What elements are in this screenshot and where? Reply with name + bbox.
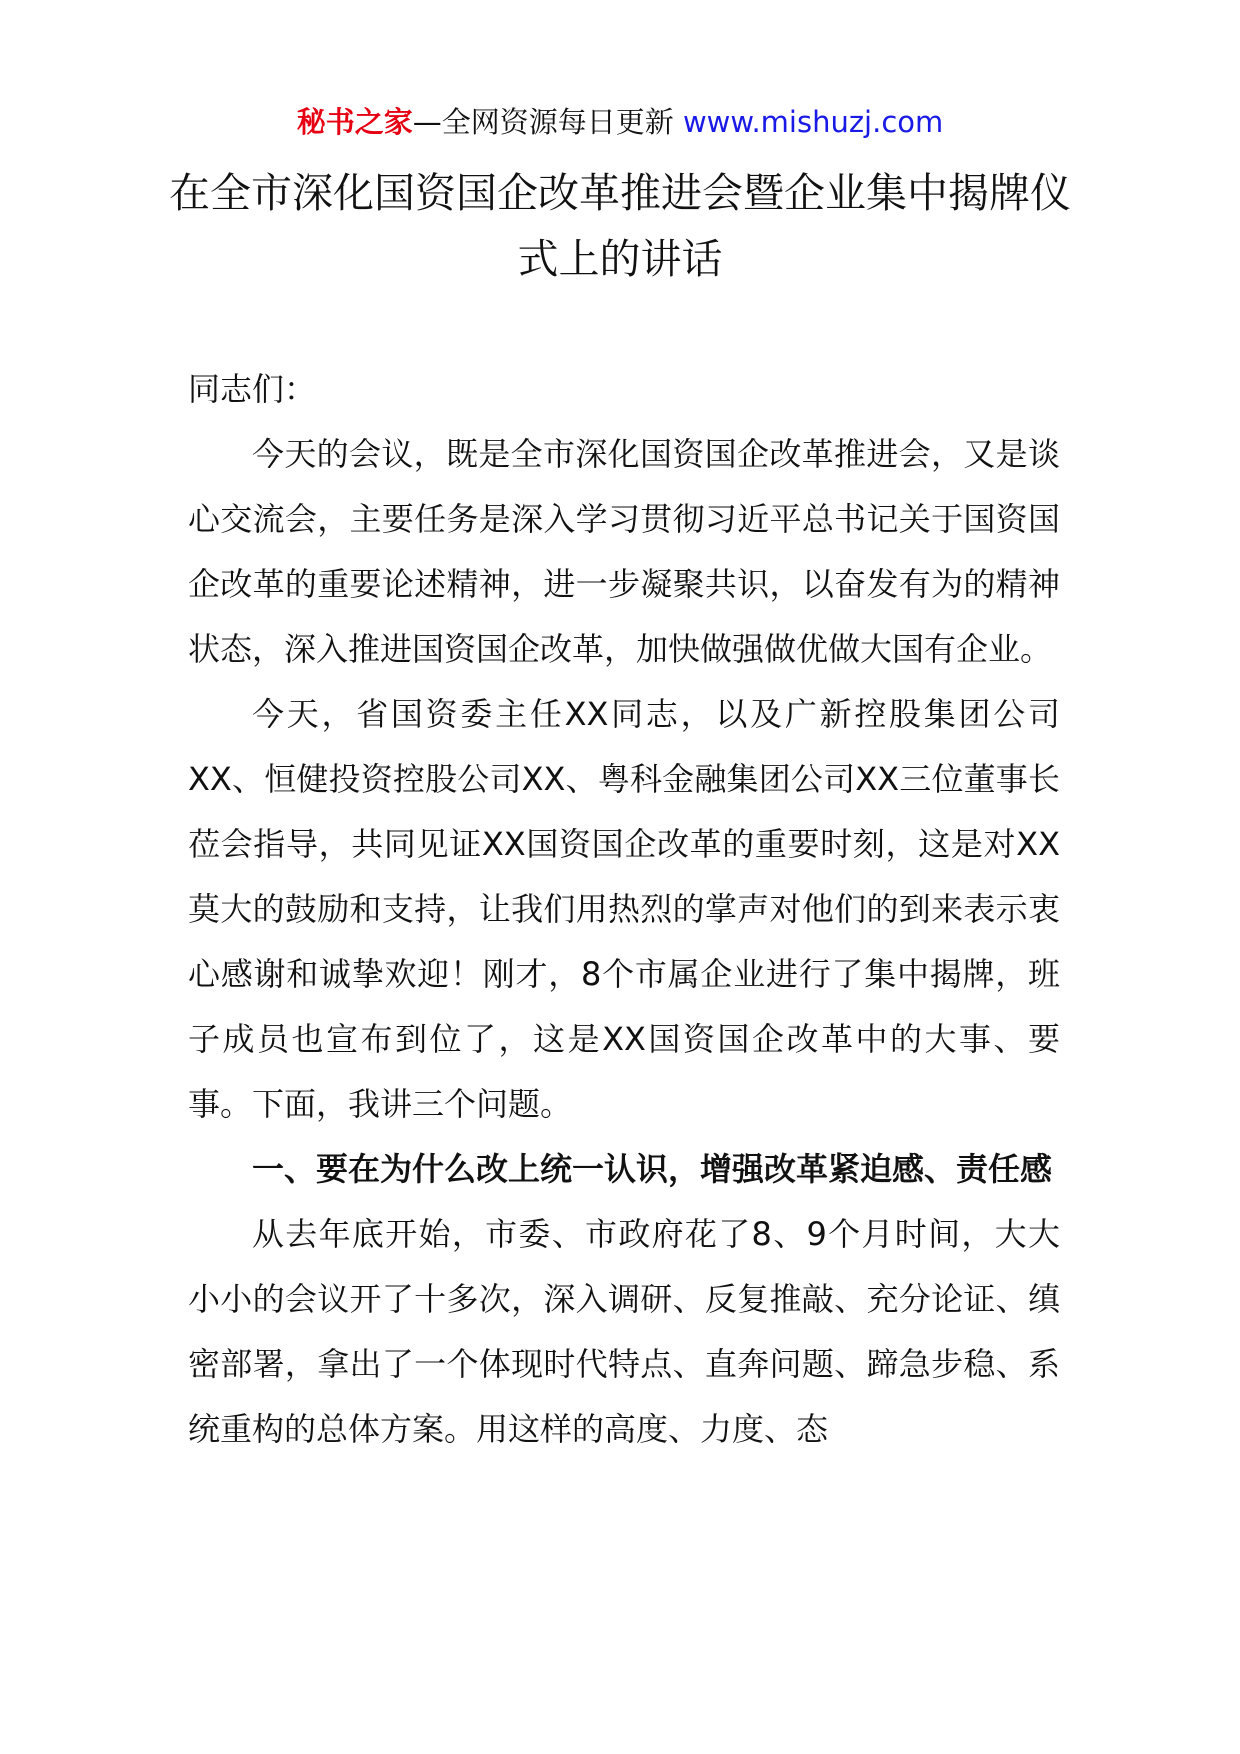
brand-name: 秘书之家: [296, 105, 413, 139]
site-url[interactable]: www.mishuzj.com: [682, 105, 944, 139]
site-header: [0, 100, 1240, 144]
document-body: [188, 357, 1060, 1462]
salutation: 同志们：: [188, 370, 317, 408]
section-heading-1: 一、要在为什么改上统一认识，增强改革紧迫感、责任感: [252, 1150, 1053, 1188]
paragraph-3: 从去年底开始，市委、市政府花了8、9个月时间，大大小小的会议开了十多次，深入调研、反复推敲、充分论证、缜密部署，拿出了一个体现时代特点、直奔问题、蹄急步稳、系统重构的总体方案。用这样的高度、力度、态: [188, 1215, 1060, 1448]
header-tagline: —全网资源每日更新: [412, 105, 683, 139]
paragraph-1: 今天的会议，既是全市深化国资国企改革推进会，又是谈心交流会，主要任务是深入学习贯彻习近平总书记关于国资国企改革的重要论述精神，进一步凝聚共识，以奋发有为的精神状态，深入推进国资国企改革，加快做强做优做大国有企业。: [188, 435, 1060, 668]
document-title: 在全市深化国资国企改革推进会暨企业集中揭牌仪式上的讲话: [169, 169, 1071, 283]
paragraph-2: 今天，省国资委主任XX同志，以及广新控股集团公司XX、恒健投资控股公司XX、粤科金融集团公司XX三位董事长莅会指导，共同见证XX国资国企改革的重要时刻，这是对XX莫大的鼓励和支持，让我们用热烈的掌声对他们的到来表示衷心感谢和诚挚欢迎！刚才，8个市属企业进行了集中揭牌，班子成员也宣布到位了，这是XX国资国企改革中的大事、要事。下面，我讲三个问题。: [188, 695, 1060, 1123]
